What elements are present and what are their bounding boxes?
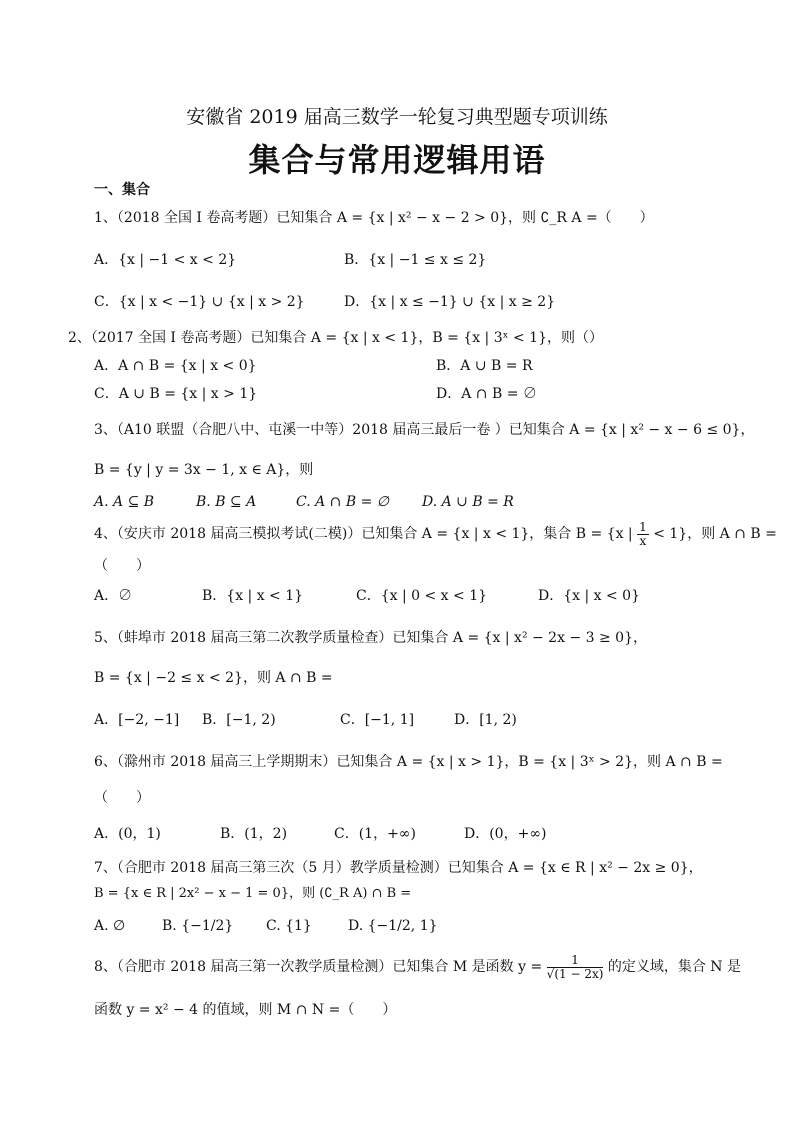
question-7-stem: 7、（合肥市 2018 届高三第三次（5 月）教学质量检测）已知集合 A = {x ∈ R | x² − 2x ≥ 0}， — [94, 860, 703, 876]
question-3-option-a: A. A ⊆ B — [94, 494, 155, 510]
question-8-fraction-denominator: √(1 − 2x) — [546, 966, 604, 981]
question-2-stem: 2、（2017 全国 I 卷高考题）已知集合 A = {x | x < 1}，B = {x | 3ˣ < 1}，则（） — [68, 330, 603, 346]
question-1-option-c: C．{x | x < −1} ∪ {x | x > 2} — [94, 294, 305, 310]
question-4-stem — [94, 520, 777, 548]
question-5-option-b: B．[−1, 2) — [202, 712, 276, 728]
question-7-option-b: B. {−1/2} — [162, 918, 234, 934]
question-7-option-c: C. {1} — [266, 918, 312, 934]
question-1-option-a: A．{x | −1 < x < 2} — [94, 252, 237, 268]
question-5-stem: 5、（蚌埠市 2018 届高三第二次教学质量检查）已知集合 A = {x | x² − 2x − 3 ≥ 0}， — [94, 630, 647, 646]
question-4-fraction-numerator: 1 — [639, 519, 647, 534]
question-8-stem-text: 8、（合肥市 2018 届高三第一次教学质量检测）已知集合 M 是函数 y = — [94, 959, 543, 975]
question-7-option-d: D. {−1/2, 1} — [348, 918, 438, 934]
question-1-option-d: D．{x | x ≤ −1} ∪ {x | x ≥ 2} — [344, 294, 556, 310]
question-4-stem-text-end: < 1}，则 A ∩ B = — [653, 526, 777, 542]
question-4-option-d: D．{x | x < 0} — [538, 588, 640, 604]
question-5-stem-continued: B = {x | −2 ≤ x < 2}，则 A ∩ B = — [94, 670, 333, 686]
question-8-stem-text-end: 的定义域，集合 N 是 — [607, 959, 742, 975]
question-8-fraction — [547, 954, 604, 981]
question-6-option-a: A．(0，1) — [94, 826, 161, 842]
document-title: 集合与常用逻辑用语 — [248, 141, 546, 179]
section-heading-sets: 一、集合 — [94, 182, 150, 198]
question-4-option-a: A．∅ — [94, 588, 133, 604]
question-3-option-d: D. A ∪ B = R — [422, 494, 514, 510]
question-7-option-a: A. ∅ — [94, 918, 126, 934]
question-5-option-d: D．[1, 2) — [454, 712, 517, 728]
question-6-stem: 6、（滁州市 2018 届高三上学期期末）已知集合 A = {x | x > 1}，B = {x | 3ˣ > 2}，则 A ∩ B = — [94, 754, 723, 770]
question-4-stem-continued: （ ） — [94, 558, 150, 574]
question-3-option-c: C. A ∩ B = ∅ — [296, 494, 389, 510]
question-1-option-b: B．{x | −1 ≤ x ≤ 2} — [344, 252, 487, 268]
question-3-stem: 3、（A10 联盟（合肥八中、屯溪一中等）2018 届高三最后一卷 ）已知集合 A = {x | x² − x − 6 ≤ 0}， — [94, 422, 755, 438]
question-8-stem — [94, 950, 741, 984]
question-3-option-b: B. B ⊆ A — [196, 494, 257, 510]
question-5-option-c: C．[−1, 1] — [340, 712, 415, 728]
question-6-option-b: B．(1，2) — [220, 826, 288, 842]
question-6-stem-continued: （ ） — [94, 790, 150, 806]
question-7-stem-continued: B = {x ∈ R | 2x² − x − 1 = 0}，则 (∁_R A) ∩ B = — [94, 886, 412, 901]
question-8-stem-continued: 函数 y = x² − 4 的值域，则 M ∩ N =（ ） — [94, 1002, 397, 1018]
question-2-option-c: C．A ∪ B = {x | x > 1} — [94, 386, 258, 402]
question-4-fraction — [637, 521, 649, 548]
question-4-option-c: C．{x | 0 < x < 1} — [356, 588, 488, 604]
question-6-option-c: C．(1，+∞) — [334, 826, 416, 842]
question-6-option-d: D．(0，+∞) — [464, 826, 547, 842]
question-2-option-d: D．A ∩ B = ∅ — [436, 386, 537, 402]
question-1-stem: 1、（2018 全国 I 卷高考题）已知集合 A = {x | x² − x − 2 > 0}，则 ∁_R A =（ ） — [94, 210, 654, 226]
question-8-fraction-numerator: 1 — [547, 954, 604, 968]
question-4-option-b: B．{x | x < 1} — [202, 588, 304, 604]
question-2-option-a: A．A ∩ B = {x | x < 0} — [94, 358, 257, 374]
question-4-fraction-denominator: x — [639, 533, 647, 548]
question-4-stem-text: 4、（安庆市 2018 届高三模拟考试(二模)）已知集合 A = {x | x < 1}，集合 B = {x | — [94, 526, 633, 542]
question-2-option-b: B．A ∪ B = R — [436, 358, 533, 374]
document-subtitle: 安徽省 2019 届高三数学一轮复习典型题专项训练 — [186, 106, 608, 128]
question-3-stem-continued: B = {y | y = 3x − 1, x ∈ A}，则 — [94, 462, 314, 478]
question-5-option-a: A．[−2, −1] — [94, 712, 180, 728]
